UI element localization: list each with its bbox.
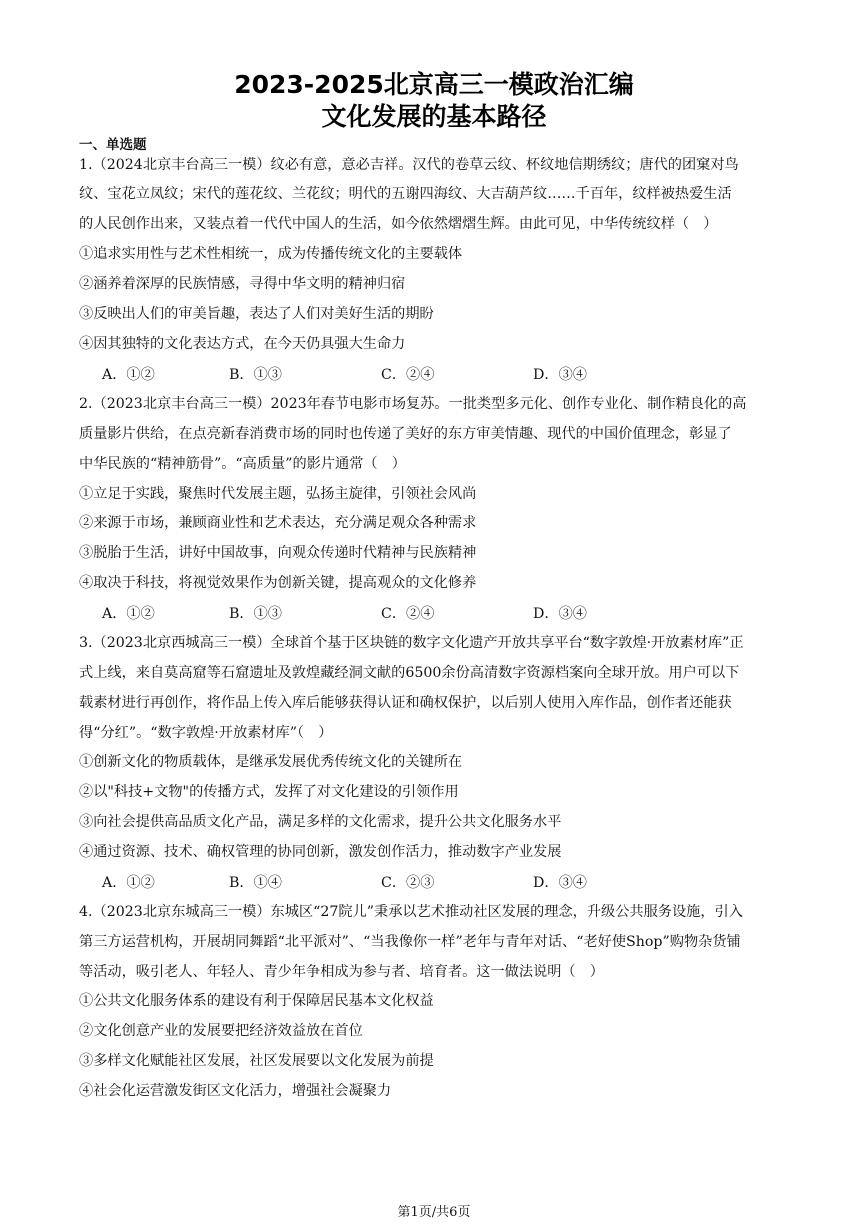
question-2-choice-3: ③脱胎于生活，讲好中国故事，向观众传递时代精神与民族精神 (79, 545, 477, 561)
question-1-choice-2: ②涵养着深厚的民族情感，寻得中华文明的精神归宿 (79, 276, 406, 292)
question-3-option-c: C．②③ (381, 875, 435, 891)
question-4-stem-line-2: 第三方运营机构，开展胡同舞蹈“北平派对”、“当我像你一样”老年与青年对话、“老好使Shop”购物杂货铺 (79, 934, 741, 950)
question-2-option-c: C．②④ (381, 606, 435, 622)
question-1-option-c: C．②④ (381, 367, 435, 383)
question-1-choice-1: ①追求实用性与艺术性相统一，成为传播传统文化的主要载体 (79, 246, 463, 262)
question-1-stem-line-3: 的人民创作出来，又装点着一代代中国人的生活，如今依然熠熠生辉。由此可见，中华传统纹样（ ） (79, 216, 718, 232)
question-2-stem-line-3: 中华民族的“精神筋骨”。“高质量”的影片通常（ ） (79, 456, 406, 472)
question-3-option-a: A．①② (102, 875, 155, 891)
question-3-choice-2: ②以"科技+文物"的传播方式，发挥了对文化建设的引领作用 (79, 784, 459, 800)
question-3-option-b: B．①④ (229, 875, 282, 891)
question-4-choice-2: ②文化创意产业的发展要把经济效益放在首位 (79, 1023, 363, 1039)
question-3-choice-3: ③向社会提供高品质文化产品，满足多样的文化需求，提升公共文化服务水平 (79, 814, 562, 830)
question-2-option-a: A．①② (102, 606, 155, 622)
question-2-choice-1: ①立足于实践，聚焦时代发展主题，弘扬主旋律，引领社会风尚 (79, 486, 477, 502)
question-3-stem-line-3: 载素材进行再创作，将作品上传入库后能够获得认证和确权保护，以后别人使用入库作品，创作者还能获 (79, 695, 732, 711)
question-2-choice-2: ②来源于市场，兼顾商业性和艺术表达，充分满足观众各种需求 (79, 515, 477, 531)
question-4-choice-3: ③多样文化赋能社区发展，社区发展要以文化发展为前提 (79, 1053, 434, 1069)
question-1-option-a: A．①② (102, 367, 155, 383)
document-title: 2023-2025北京高三一模政治汇编 (234, 70, 634, 99)
question-2-stem-line-2: 质量影片供给，在点亮新春消费市场的同时也传递了美好的东方审美情趣、现代的中国价值理念，彰显了 (79, 426, 732, 442)
question-2-choice-4: ④取决于科技，将视觉效果作为创新关键，提高观众的文化修养 (79, 575, 477, 591)
question-3-stem-line-2: 式上线，来自莫高窟等石窟遗址及敦煌藏经洞文献的6500余份高清数字资源档案向全球开放。用户可以下 (79, 665, 740, 681)
question-1-choice-3: ③反映出人们的审美旨趣，表达了人们对美好生活的期盼 (79, 306, 434, 322)
question-2-option-d: D．③④ (533, 606, 587, 622)
question-1-stem-line-1: 1.（2024北京丰台高三一模）纹必有意，意必吉祥。汉代的卷草云纹、杯纹地信期绣纹；唐代的团窠对鸟 (79, 157, 739, 173)
question-3-stem-line-4: 得“分红”。“数字敦煌·开放素材库”（ ） (79, 725, 333, 741)
question-3-choice-1: ①创新文化的物质载体，是继承发展优秀传统文化的关键所在 (79, 754, 463, 770)
question-1-option-d: D．③④ (533, 367, 587, 383)
question-1-stem-line-2: 纹、宝花立凤纹；宋代的莲花纹、兰花纹；明代的五谢四海纹、大吉葫芦纹……千百年，纹样被热爱生活 (79, 186, 732, 202)
question-4-stem-line-3: 等活动，吸引老人、年轻人、青少年争相成为参与者、培育者。这一做法说明（ ） (79, 964, 604, 980)
page-number: 第1页/共6页 (397, 1205, 471, 1220)
question-1-choice-4: ④因其独特的文化表达方式，在今天仍具强大生命力 (79, 336, 406, 352)
question-3-choice-4: ④通过资源、技术、确权管理的协同创新，激发创作活力，推动数字产业发展 (79, 844, 562, 860)
question-2-stem-line-1: 2.（2023北京丰台高三一模）2023年春节电影市场复苏。一批类型多元化、创作专业化、制作精良化的高 (79, 396, 747, 412)
question-3-option-d: D．③④ (533, 875, 587, 891)
question-4-choice-1: ①公共文化服务体系的建设有利于保障居民基本文化权益 (79, 993, 434, 1009)
question-2-option-b: B．①③ (229, 606, 282, 622)
section-heading: 一、单选题 (79, 137, 147, 153)
question-3-stem-line-1: 3.（2023北京西城高三一模）全球首个基于区块链的数字文化遗产开放共享平台“数字敦煌·开放素材库”正 (79, 635, 744, 651)
question-4-choice-4: ④社会化运营激发街区文化活力，增强社会凝聚力 (79, 1083, 392, 1099)
question-1-option-b: B．①③ (229, 367, 282, 383)
question-4-stem-line-1: 4.（2023北京东城高三一模）东城区“27院儿”秉承以艺术推动社区发展的理念，升级公共服务设施，引入 (79, 904, 743, 920)
document-subtitle: 文化发展的基本路径 (321, 102, 547, 131)
